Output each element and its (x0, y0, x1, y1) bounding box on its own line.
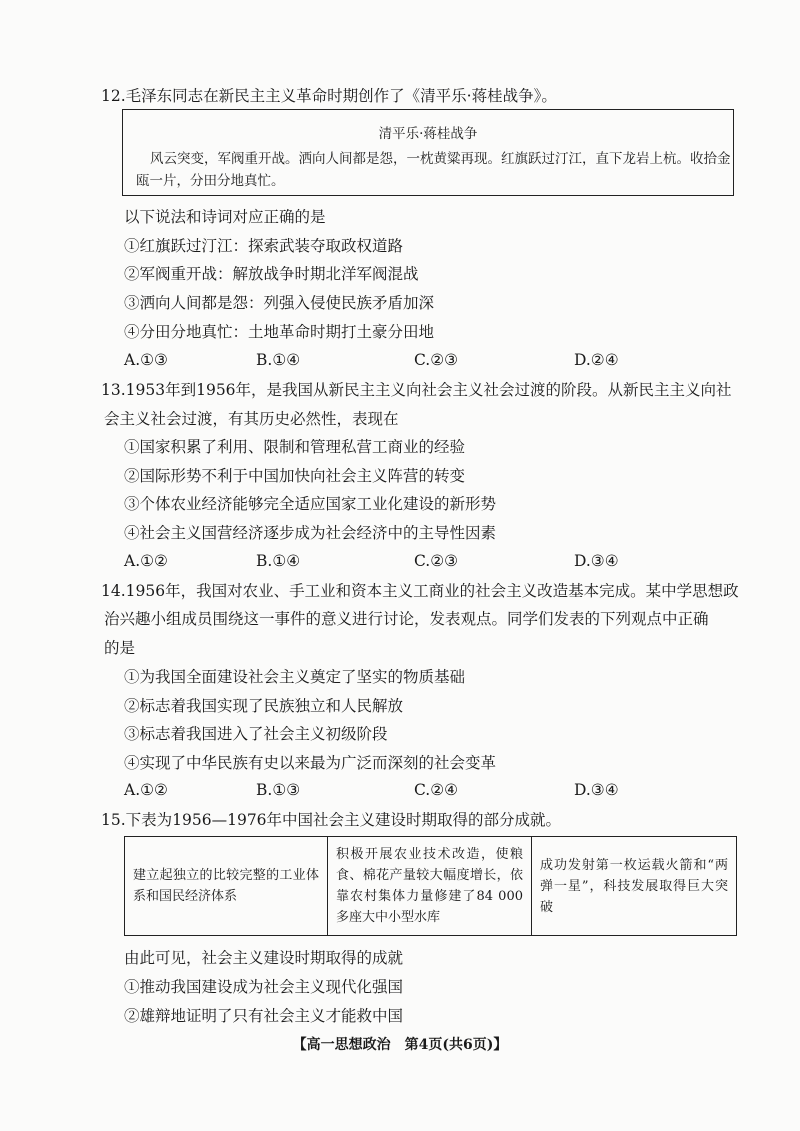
q12-option-d[interactable]: D.②④ (574, 351, 619, 369)
q14-item-1: ①为我国全面建设社会主义奠定了坚实的物质基础 (124, 668, 466, 686)
q13-option-b[interactable]: B.①④ (256, 552, 301, 570)
q13-stem-line-2: 会主义社会过渡，有其历史必然性，表现在 (104, 410, 399, 428)
q13-option-c[interactable]: C.②③ (414, 552, 459, 570)
table-cell-technology: 成功发射第一枚运载火箭和“两弹一星”，科技发展取得巨大突破 (532, 837, 737, 936)
q14-stem-line-3: 的是 (104, 639, 136, 657)
q12-item-2: ②军阀重开战：解放战争时期北洋军阀混战 (124, 265, 419, 283)
poem-line-2: 瓯一片，分田分地真忙。 (136, 173, 285, 189)
q13-item-3: ③个体农业经济能够完全适应国家工业化建设的新形势 (124, 495, 497, 513)
q14-item-2: ②标志着我国实现了民族独立和人民解放 (124, 697, 404, 715)
table-row (125, 837, 737, 936)
q14-option-b[interactable]: B.①③ (256, 781, 301, 799)
q12-option-c[interactable]: C.②③ (414, 351, 459, 369)
page-footer: 【高一思想政治 第4页(共6页)】 (292, 1037, 508, 1053)
q15-item-2: ②雄辩地证明了只有社会主义才能救中国 (124, 1007, 404, 1025)
q14-option-a[interactable]: A.①② (124, 781, 168, 799)
poem-box (122, 109, 734, 196)
q13-option-a[interactable]: A.①② (124, 552, 168, 570)
poem-title: 清平乐·蒋桂战争 (378, 126, 478, 142)
q15-stem: 15.下表为1956—1976年中国社会主义建设时期取得的部分成就。 (101, 811, 562, 829)
q13-option-d[interactable]: D.③④ (574, 552, 619, 570)
q14-stem-line-1: 14.1956年，我国对农业、手工业和资本主义工商业的社会主义改造基本完成。某中学思想政 (101, 582, 739, 600)
table-cell-industry: 建立起独立的比较完整的工业体系和国民经济体系 (125, 837, 328, 936)
achievement-table (124, 836, 737, 936)
q14-option-d[interactable]: D.③④ (574, 781, 619, 799)
poem-line-1: 风云突变，军阀重开战。洒向人间都是怨，一枕黄粱再现。红旗跃过汀江，直下龙岩上杭。收拾金 (150, 151, 731, 167)
q12-option-a[interactable]: A.①③ (124, 351, 168, 369)
q13-item-4: ④社会主义国营经济逐步成为社会经济中的主导性因素 (124, 524, 497, 542)
q14-item-4: ④实现了中华民族有史以来最为广泛而深刻的社会变革 (124, 754, 497, 772)
q14-option-c[interactable]: C.②④ (414, 781, 459, 799)
q12-item-4: ④分田分地真忙：土地革命时期打土豪分田地 (124, 323, 435, 341)
q12-options (124, 351, 684, 371)
q15-question: 由此可见，社会主义建设时期取得的成就 (124, 949, 404, 967)
table-cell-agriculture: 积极开展农业技术改造，使粮食、棉花产量较大幅度增长，依靠农村集体力量修建了84 000多座大中小型水库 (328, 837, 532, 936)
q12-option-b[interactable]: B.①④ (256, 351, 301, 369)
q14-item-3: ③标志着我国进入了社会主义初级阶段 (124, 725, 388, 743)
q14-options (124, 781, 684, 801)
q12-item-3: ③洒向人间都是怨：列强入侵使民族矛盾加深 (124, 294, 435, 312)
q15-item-1: ①推动我国建设成为社会主义现代化强国 (124, 978, 404, 996)
q12-question: 以下说法和诗词对应正确的是 (124, 208, 326, 226)
q12-item-1: ①红旗跃过汀江：探索武装夺取政权道路 (124, 237, 404, 255)
q14-stem-line-2: 治兴趣小组成员围绕这一事件的意义进行讨论，发表观点。同学们发表的下列观点中正确 (104, 610, 709, 628)
q13-options (124, 552, 684, 572)
q12-stem: 12.毛泽东同志在新民主主义革命时期创作了《清平乐·蒋桂战争》。 (101, 87, 557, 105)
q13-item-2: ②国际形势不利于中国加快向社会主义阵营的转变 (124, 467, 466, 485)
q13-stem-line-1: 13.1953年到1956年，是我国从新民主主义向社会主义社会过渡的阶段。从新民主主义向社 (101, 381, 732, 399)
q13-item-1: ①国家积累了利用、限制和管理私营工商业的经验 (124, 438, 466, 456)
